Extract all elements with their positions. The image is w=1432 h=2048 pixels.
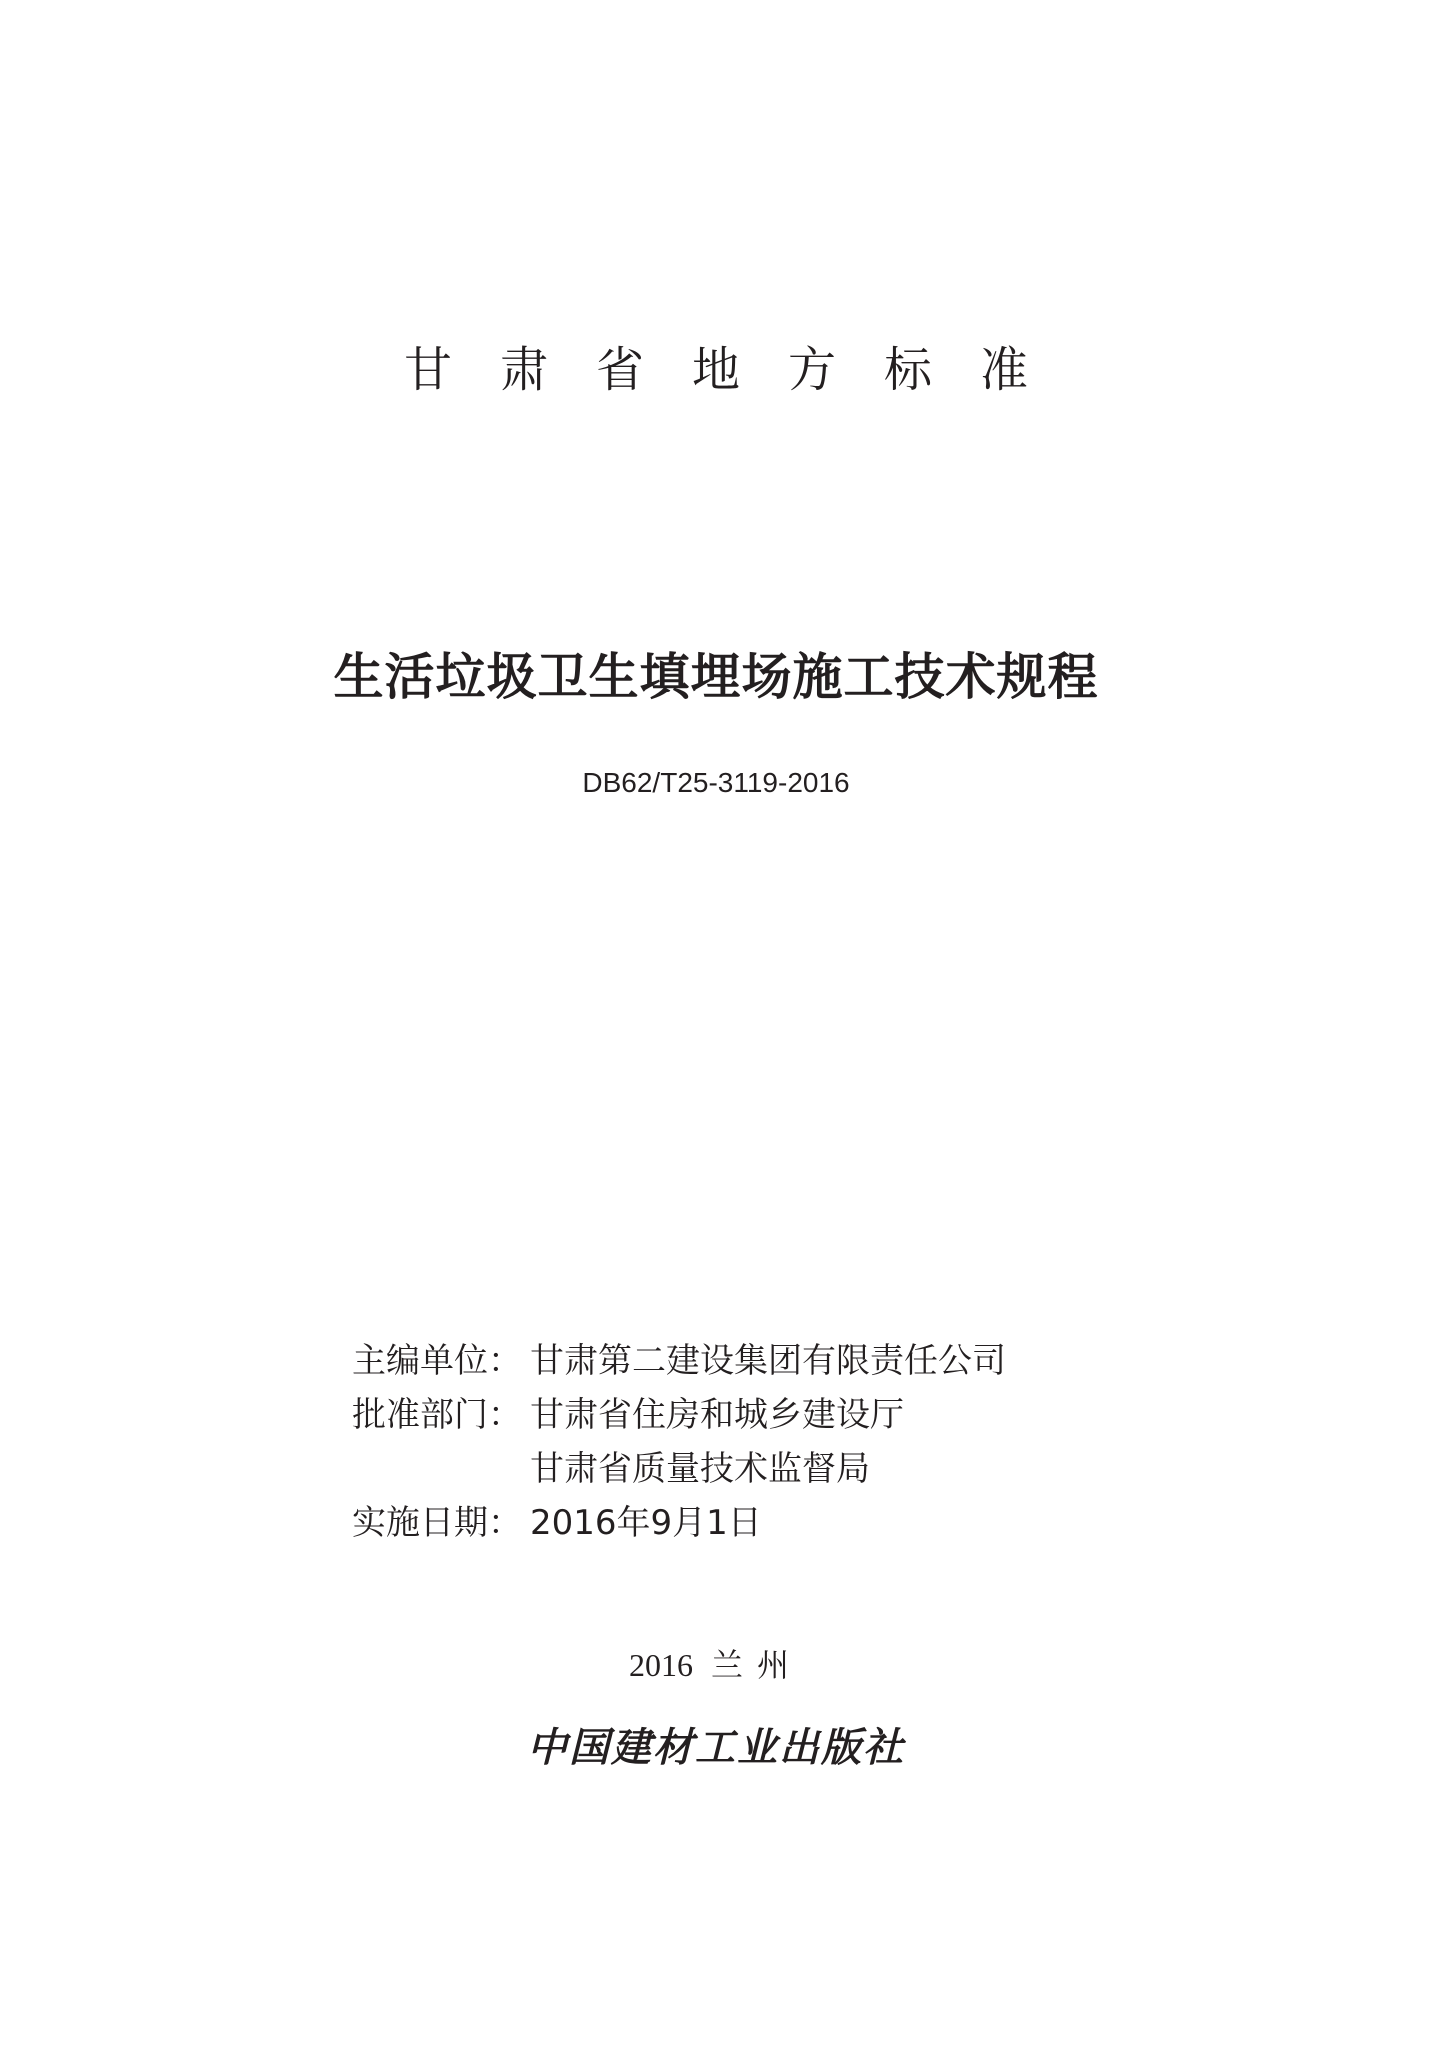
- approver-value-2: 甘肃省质量技术监督局: [530, 1449, 870, 1489]
- approver-label: 批准部门：: [352, 1395, 522, 1435]
- publication-year: 2016: [628, 1647, 693, 1683]
- approver-values: [530, 1388, 904, 1496]
- publication-place: [0, 1645, 1432, 1685]
- publication-city: 兰州: [710, 1647, 803, 1683]
- editor-value: 甘肃第二建设集团有限责任公司: [530, 1341, 1006, 1381]
- document-code: DB62/T25-3119-2016: [582, 767, 850, 798]
- editor-values: [530, 1334, 1006, 1388]
- editor-label: 主编单位：: [352, 1341, 522, 1381]
- approver-row: [352, 1388, 1152, 1496]
- effective-date-label: 实施日期：: [352, 1503, 522, 1543]
- effective-date-values: [530, 1496, 762, 1550]
- series-title: 甘肃省地方标准: [403, 342, 1076, 398]
- publisher-name: 中国建材工业出版社: [527, 1724, 905, 1771]
- effective-date-value: 2016年9月1日: [530, 1503, 762, 1543]
- approver-value-1: 甘肃省住房和城乡建设厅: [530, 1395, 904, 1435]
- main-title: 生活垃圾卫生填埋场施工技术规程: [333, 648, 1099, 706]
- editor-row: [352, 1334, 1152, 1388]
- publication-info: [352, 1334, 1152, 1550]
- effective-date-row: [352, 1496, 1152, 1550]
